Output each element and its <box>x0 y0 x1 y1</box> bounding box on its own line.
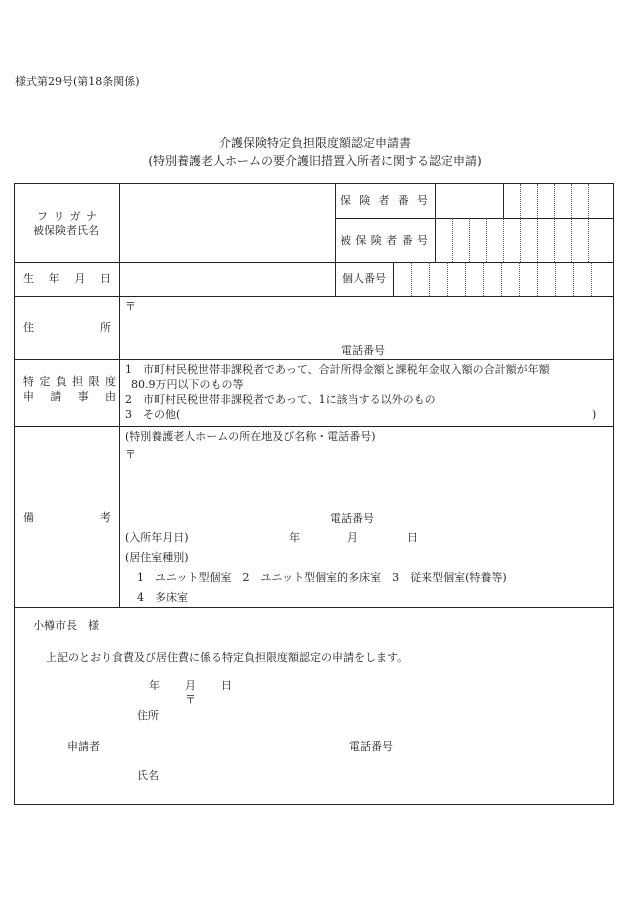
insured-name-field[interactable] <box>121 220 333 260</box>
address-label: 住 所 <box>23 321 111 334</box>
insurer-number-label: 保 険 者 番 号 <box>340 194 428 207</box>
addressee: 小樽市長 様 <box>33 619 99 632</box>
date-month: 月 <box>185 679 196 692</box>
birthdate-field[interactable] <box>121 264 333 294</box>
insurer-number-field[interactable] <box>504 185 612 217</box>
form-title: 介護保険特定負担限度額認定申請書 <box>218 136 411 150</box>
facility-phone-label: 電話番号 <box>330 512 374 525</box>
form-subtitle: (特別養護老人ホームの要介護旧措置入所者に関する認定申請) <box>148 154 482 168</box>
admission-date-label: (入所年月日) <box>125 531 189 544</box>
admission-year: 年 <box>289 531 300 544</box>
application-reason-label: 申 請 事 由 <box>23 390 116 403</box>
postal-mark: 〒 <box>125 300 136 313</box>
address-phone-label: 電話番号 <box>341 344 385 357</box>
insured-number-label: 被 保 険 者 番 号 <box>340 234 428 247</box>
insured-name-label: 被保険者氏名 <box>33 224 99 237</box>
room-type-option-4[interactable]: 4 多床室 <box>137 591 188 604</box>
applicant-address-label: 住所 <box>137 709 159 722</box>
applicant-name-label: 氏名 <box>137 769 159 782</box>
facility-postal-mark: 〒 <box>125 448 136 461</box>
facility-field[interactable] <box>135 446 605 508</box>
address-field[interactable] <box>135 298 605 338</box>
birthdate-label: 生 年 月 日 <box>23 272 111 285</box>
reason-option-2[interactable]: 2 市町村民税世帯非課税者であって、1に該当する以外のもの <box>125 393 436 406</box>
applicant-phone-label: 電話番号 <box>349 740 393 753</box>
reason-option-3[interactable]: 3 その他( <box>125 408 181 421</box>
reason-option-1[interactable]: 1 市町村民税世帯非課税者であって、合計所得金額と課税年金収入額の合計額が年額 <box>125 363 550 376</box>
date-year: 年 <box>149 679 160 692</box>
furigana-label: フ リ ガ ナ <box>37 210 97 223</box>
admission-day: 日 <box>407 531 418 544</box>
personal-number-field[interactable] <box>394 264 612 294</box>
form-number: 様式第29号(第18条関係) <box>15 75 140 88</box>
special-limit-label: 特 定 負 担 限 度 <box>23 375 116 388</box>
room-type-options[interactable]: 1 ユニット型個室 2 ユニット型個室的多床室 3 従来型個室(特養等) <box>137 571 507 584</box>
remarks-label: 備 考 <box>23 511 111 524</box>
furigana-field[interactable] <box>121 185 333 217</box>
insured-number-field[interactable] <box>436 219 612 261</box>
facility-label: (特別養護老人ホームの所在地及び名称・電話番号) <box>125 430 376 443</box>
application-statement: 上記のとおり食費及び居住費に係る特定負担限度額認定の申請をします。 <box>46 651 409 664</box>
applicant-postal-mark: 〒 <box>185 693 196 706</box>
reason-option-3-close: ) <box>592 408 597 421</box>
application-form <box>14 183 614 805</box>
admission-month: 月 <box>347 531 358 544</box>
reason-option-1-cont: 80.9万円以下のもの等 <box>131 378 244 391</box>
date-day: 日 <box>221 679 232 692</box>
applicant-label: 申請者 <box>67 740 100 753</box>
room-type-label: (居住室種別) <box>125 551 189 564</box>
personal-number-label: 個人番号 <box>342 272 386 285</box>
